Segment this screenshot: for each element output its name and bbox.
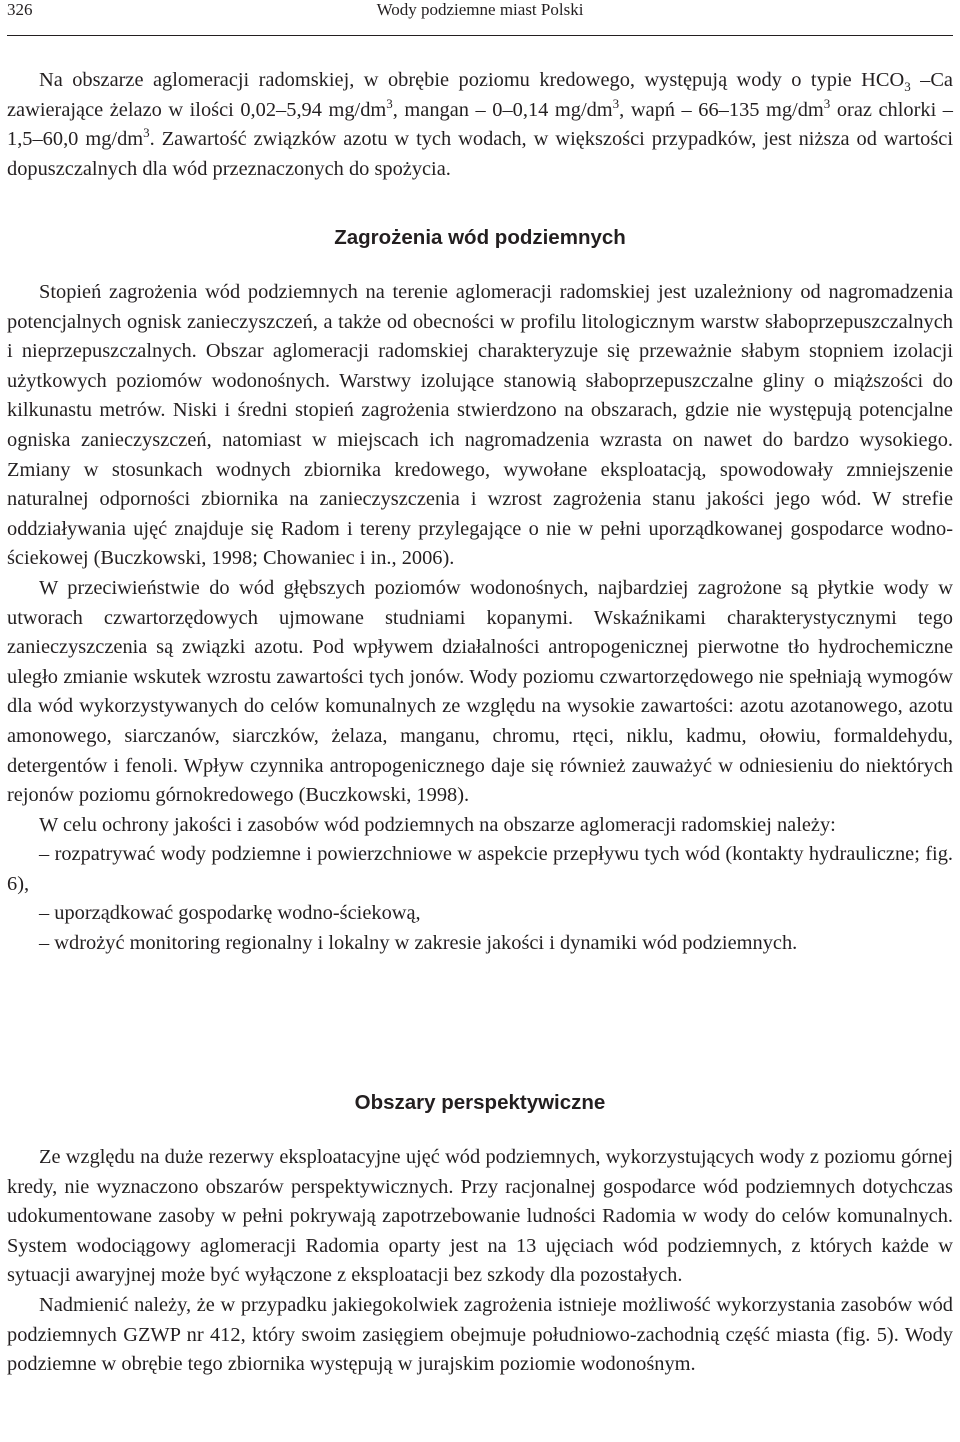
list-item: – uporządkować gospodarkę wodno-ściekową, — [39, 902, 421, 925]
page-number: 326 — [7, 0, 33, 19]
intro-block — [7, 66, 953, 184]
list-item: – rozpatrywać wody podziemne i powierzchniowe w aspekcie przepływu tych wód (kontakty hydrauliczne; fig. 6), — [7, 843, 953, 895]
perspective-block — [7, 1143, 953, 1380]
threats-paragraph-1: Stopień zagrożenia wód podziemnych na terenie aglomeracji radomskiej jest uzależniony od nagromadzenia potencjalnych ognisk zanieczyszczeń, a także od obecności w profilu litologicznym warstw słaboprzepuszczalnych i nieprzepuszczalnych. Obszar aglomeracji radomskiej charakteryzuje się przeważnie słabym stopniem izolacji użytkowych poziomów wodonośnych. Warstwy izolujące stanowią słaboprzepuszczalne gliny o miąższości do kilkunastu metrów. Niski i średni stopień zagrożenia stwierdzono na obszarach, gdzie nie występują potencjalne ogniska zanieczyszczeń, natomiast w miejscach ich nagromadzenia wzrasta on nawet do bardzo wysokiego. Zmiany w stosunkach wodnych zbiornika kredowego, wywołane eksploatacją, spowodowały zmniejszenie naturalnej odporności zbiornika na zanieczyszczenia i wzrost zagrożenia stanu jakości jego wód. W strefie oddziaływania ujęć znajduje się Radom i tereny przylegające o nie w pełni uporządkowanej gospodarce wodno-ściekowej (Buczkowski, 1998; Chowaniec i in., 2006). — [7, 281, 953, 570]
running-title: Wody podziemne miast Polski — [376, 0, 584, 19]
section-heading-perspective: Obszary perspektywiczne — [354, 1091, 606, 1114]
section-heading-threats: Zagrożenia wód podziemnych — [334, 226, 626, 249]
threats-block — [7, 278, 953, 959]
threats-paragraph-3: W celu ochrony jakości i zasobów wód podziemnych na obszarze aglomeracji radomskiej należy: — [39, 813, 836, 836]
perspective-paragraph-2: Nadmienić należy, że w przypadku jakiegokolwiek zagrożenia istnieje możliwość wykorzystania zasobów wód podziemnych GZWP nr 412, który swoim zasięgiem obejmuje południowo-zachodnią część miasta (fig. 5). Wody podziemne w obrębie tego zbiornika występują w jurajskim poziomie wodonośnym. — [7, 1293, 953, 1376]
intro-paragraph: Na obszarze aglomeracji radomskiej, w obrębie poziomu kredowego, występują wody o typie $HCO_3$ –Ca zawierające żelazo w ilości 0,02–5,94 $mg/dm^3$, mangan – 0–0,14 $mg/dm^3$, wapń – 66–135 $mg/dm^3$ oraz chlorki – 1,5–60,0 $mg/dm^3$. Zawartość związków azotu w tych wodach, w większości przypadków, jest niższa od wartości dopuszczalnych dla wód przeznaczonych do spożycia. — [7, 69, 953, 180]
header-rule — [7, 35, 953, 36]
page-header — [7, 0, 953, 36]
threats-paragraph-2: W przeciwieństwie do wód głębszych poziomów wodonośnych, najbardziej zagrożone są płytkie wody w utworach czwartorzędowych ujmowane studniami kopanymi. Wskaźnikami charakterystycznymi tego zanieczyszczenia są związki azotu. Pod wpływem działalności antropogenicznej pierwotne tło hydrochemiczne uległo zmianie wskutek wzrostu zawartości tych jonów. Wody poziomu czwartorzędowego nie spełniają wymogów dla wód wykorzystywanych do celów komunalnych ze względu na wysokie zawartości: azotu azotanowego, azotu amonowego, siarczanów, siarczków, żelaza, manganu, chromu, rtęci, niklu, kadmu, ołowiu, formaldehydu, detergentów i fenoli. Wpływ czynnika antropogenicznego daje się również zauważyć w odniesieniu do niektórych rejonów poziomu górnokredowego (Buczkowski, 1998). — [7, 576, 953, 807]
list-item: – wdrożyć monitoring regionalny i lokalny w zakresie jakości i dynamiki wód podziemnych. — [39, 932, 798, 955]
perspective-paragraph-1: Ze względu na duże rezerwy eksploatacyjne ujęć wód podziemnych, wykorzystujących wody z poziomu górnej kredy, nie wyznaczono obszarów perspektywicznych. Przy racjonalnej gospodarce wód podziemnych dotychczas udokumentowane zasoby w pełni pokrywają zapotrzebowanie ludności Radomia w wody do celów komunalnych. System wodociągowy aglomeracji Radomia oparty jest na 13 ujęciach wód podziemnych, z których każde w sytuacji awaryjnej może być wyłączone z eksploatacji bez szkody dla pozostałych. — [7, 1146, 953, 1287]
